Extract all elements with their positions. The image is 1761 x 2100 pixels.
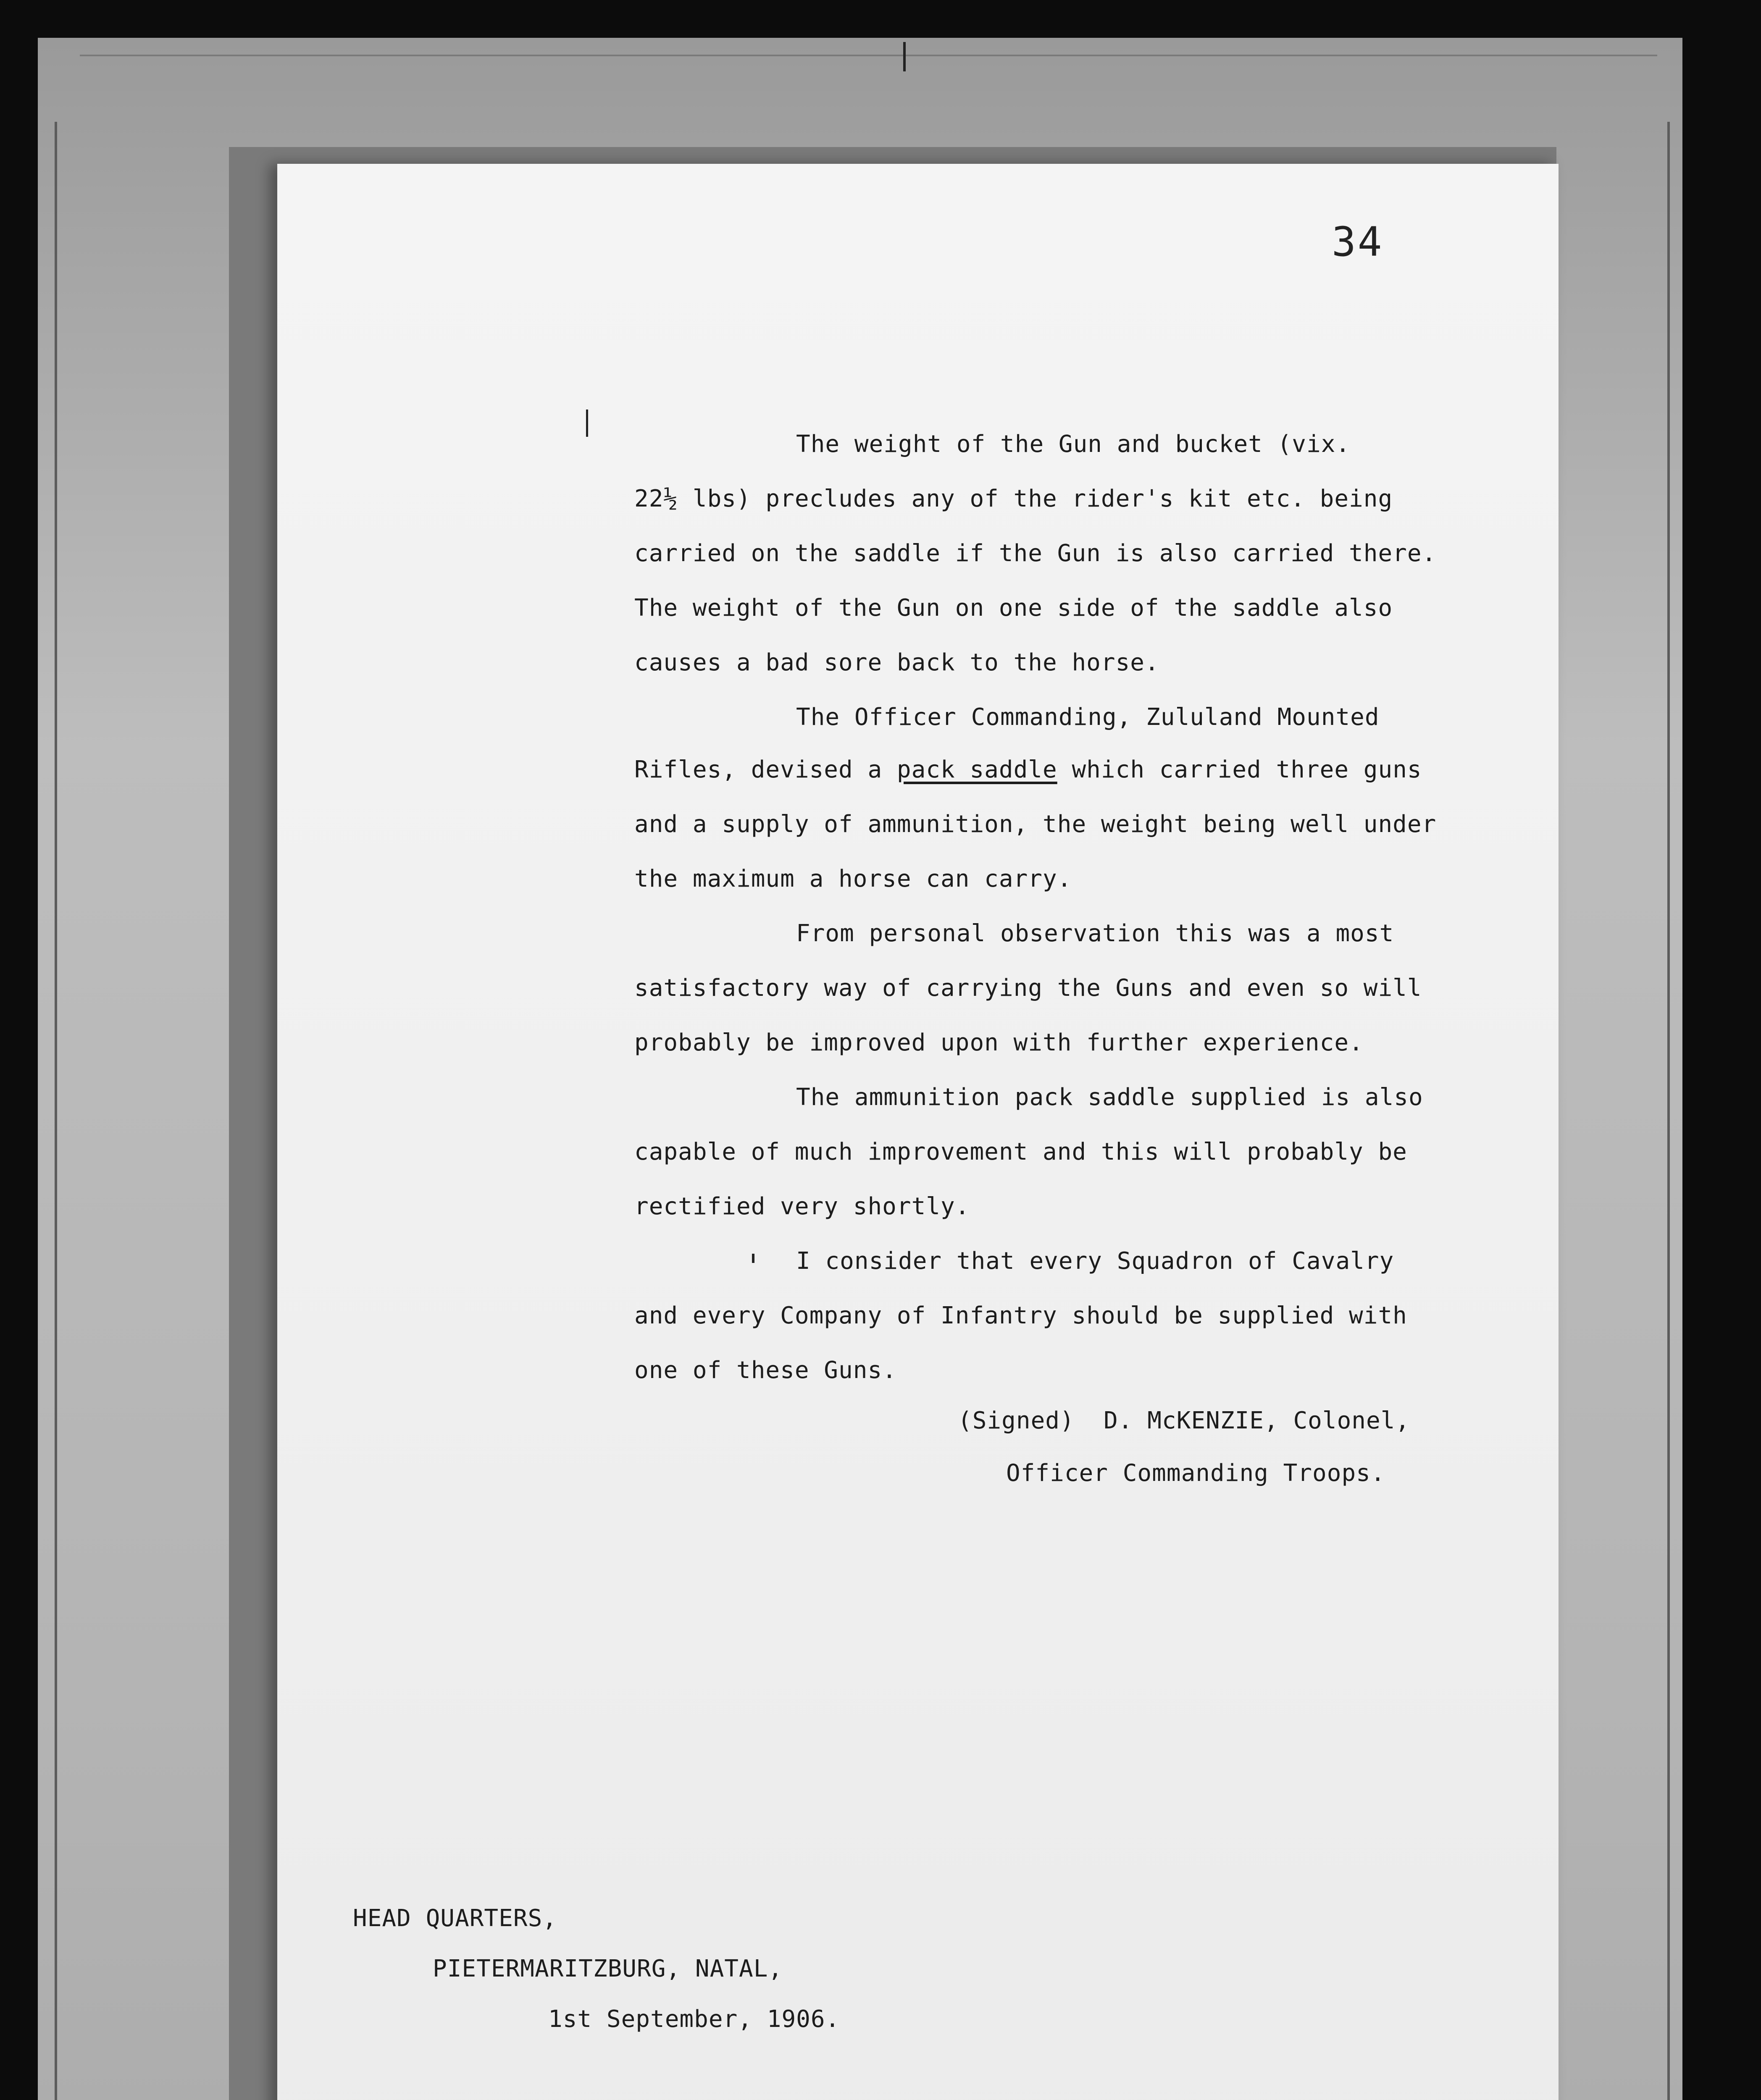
- body-line-4: The weight of the Gun on one side of the saddle also: [634, 594, 1393, 622]
- body-line-7-end: which carried three guns: [1057, 756, 1422, 783]
- body-line-11: satisfactory way of carrying the Guns and even so will: [634, 974, 1422, 1002]
- film-speck: [752, 1254, 754, 1263]
- address-line-1: HEAD QUARTERS,: [353, 1905, 557, 1932]
- body-line-8: and a supply of ammunition, the weight being well under: [634, 811, 1437, 838]
- signature-line-1: (Signed) D. McKENZIE, Colonel,: [958, 1407, 1410, 1434]
- body-line-2: 22½ lbs) precludes any of the rider's kit etc. being: [634, 485, 1393, 512]
- mount-edge-left: [55, 122, 57, 2100]
- body-line-13: The ammunition pack saddle supplied is also: [796, 1084, 1423, 1111]
- body-line-7: [634, 756, 1422, 783]
- body-line-12: probably be improved upon with further experience.: [634, 1029, 1364, 1056]
- body-line-7-start: Rifles, devised a: [634, 756, 883, 783]
- mount-edge-top: [80, 55, 1657, 56]
- body-line-1: The weight of the Gun and bucket (vix.: [796, 430, 1351, 458]
- address-line-3: 1st September, 1906.: [548, 2006, 840, 2033]
- body-line-16: I consider that every Squadron of Cavalry: [796, 1247, 1394, 1275]
- body-line-3: carried on the saddle if the Gun is also carried there.: [634, 540, 1437, 567]
- film-mark: [586, 410, 588, 437]
- body-line-14: capable of much improvement and this will probably be: [634, 1138, 1407, 1166]
- body-line-5: causes a bad sore back to the horse.: [634, 649, 1159, 676]
- body-line-18: one of these Guns.: [634, 1357, 897, 1384]
- pack-saddle-underlined: pack saddle: [896, 756, 1057, 783]
- body-line-17: and every Company of Infantry should be supplied with: [634, 1302, 1407, 1329]
- signature-line-2: Officer Commanding Troops.: [1006, 1460, 1385, 1487]
- address-line-2: PIETERMARITZBURG, NATAL,: [433, 1955, 783, 1982]
- body-line-6: The Officer Commanding, Zululand Mounted: [796, 704, 1380, 731]
- page-number: 34: [1332, 218, 1384, 265]
- body-line-15: rectified very shortly.: [634, 1193, 970, 1220]
- body-line-9: the maximum a horse can carry.: [634, 865, 1072, 892]
- mount-edge-right: [1667, 122, 1670, 2100]
- film-mark-top: [903, 42, 906, 71]
- body-line-10: From personal observation this was a most: [796, 920, 1394, 947]
